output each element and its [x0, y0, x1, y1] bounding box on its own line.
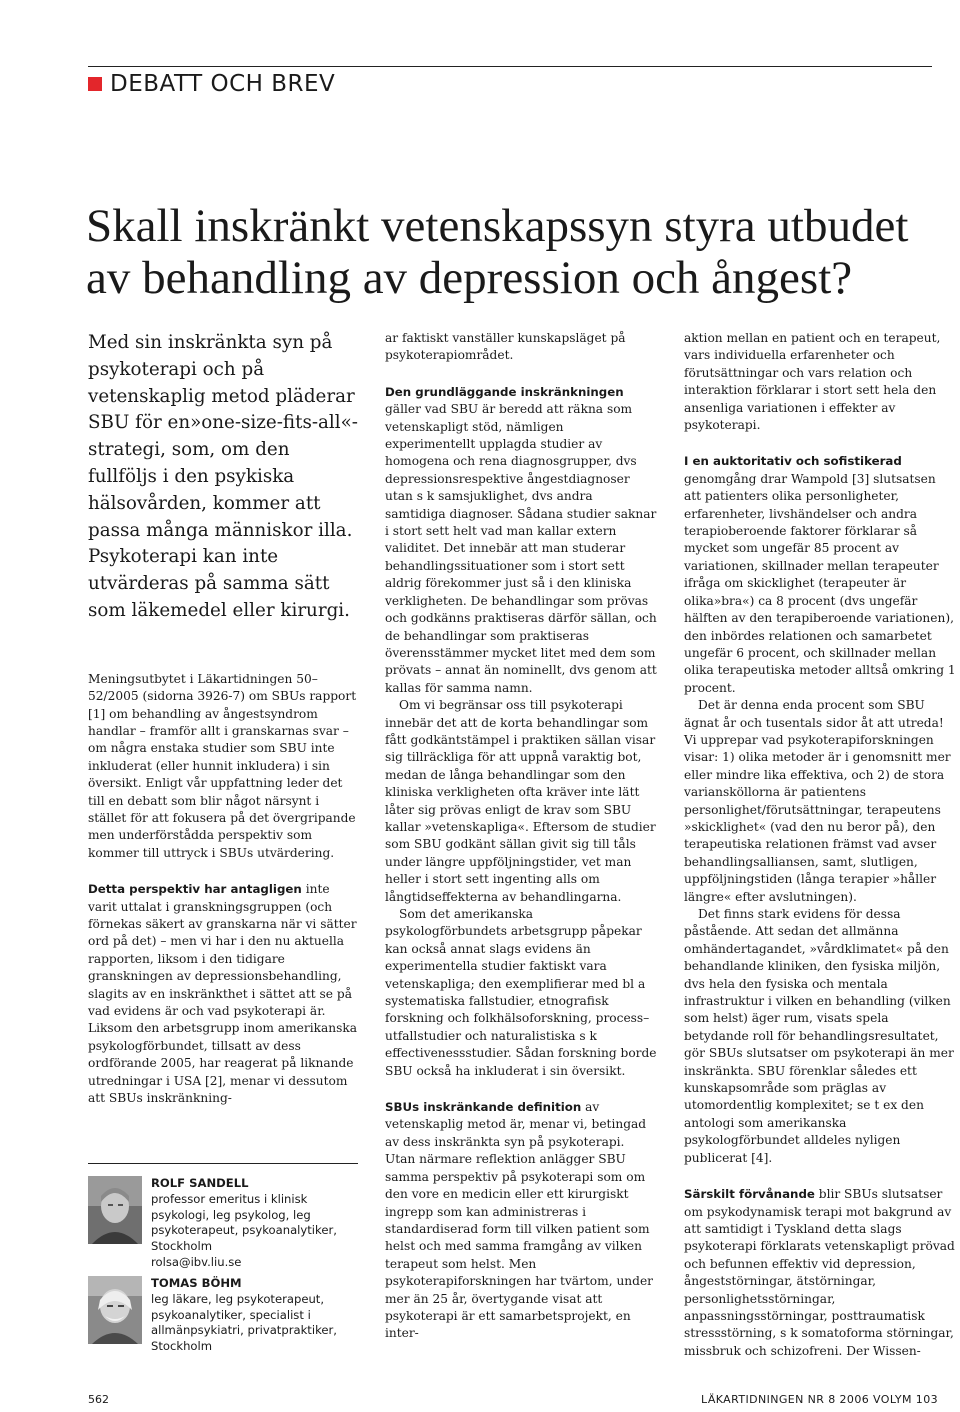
author-name: ROLF SANDELL — [151, 1176, 249, 1190]
author-photo — [88, 1276, 142, 1344]
column-3 — [684, 330, 956, 1360]
author-line: leg läkare, leg psykoterapeut, — [151, 1291, 325, 1306]
paragraph — [385, 384, 657, 697]
author-line: psykoanalytiker, specialist i — [151, 1307, 311, 1322]
author-line: allmänpsykiatri, privatpraktiker, — [151, 1323, 337, 1338]
run-in-heading: Den grundläggande inskränkningen — [385, 384, 624, 399]
paragraph-text: genomgång drar Wampold [3] slutsatsen att patienters olika personligheter, erfarenheter, livshändelser och andra terapioberoende faktorer förklarar så mycket som ungefär 85 procent av variationen, skillnader mellan terapeuter ifråga om skicklighet (terapeuter är olika»bra«) ca 8 procent (dvs ungefär hälften av den terapiberoende variationen), den inbördes relationen och samarbetet ungefär 6 procent, och skillnader mellan olika terapeutiska metoder alltså omkring 1 procent. — [684, 471, 956, 695]
article-headline: Skall inskränkt vetenskapssyn styra utbudet av behandling av depression och ångest? — [86, 200, 909, 304]
column-1 — [88, 330, 358, 1108]
paragraph: Meningsutbytet i Läkartidningen 50–52/2005 (sidorna 3926-7) om SBUs rapport [1] om behandling av ångestsyndrom handlar – framför allt i granskarnas svar – om några enstaka studier som SBU inte inkluderat (eller hunnit inkludera) i sin översikt. Enligt vår uppfattning leder det till en debatt som blir något närsynt i stället för att fokusera på det övergripande men underförstådda perspektiv som kommer till uttryck i SBUs utvärdering. — [88, 671, 357, 860]
column-2 — [385, 330, 657, 1343]
paragraph — [385, 1099, 657, 1343]
author-rule — [88, 1163, 358, 1164]
paragraph: Det är denna enda procent som SBU ägnat år och tusentals sidor åt att utreda! Vi upprepar vad psykoterapiforskningen visar: 1) olika metoder är i genomsnitt mer eller mindre lika effektiva, och 2) de stora variansköllorna är patientens personlighet/förutsättningar, terapeutens »skicklighet« (vad den nu beror på), den terapeutiska relationen främst vad avser behandlingsalliansen, samt, slutligen, uppföljningstiden (långa terapier »håller längre« efter avslutningen). — [684, 698, 951, 904]
page-number: 562 — [88, 1393, 109, 1406]
author-line: Stockholm — [151, 1339, 213, 1354]
run-in-heading: Särskilt förvånande — [684, 1187, 815, 1202]
author-block — [88, 1276, 368, 1355]
author-line: psykologi, leg psykolog, leg — [151, 1207, 311, 1222]
paragraph: Som det amerikanska psykologförbundets arbetsgrupp påpekar kan också annat slags evidens än experimentella studier faktiskt vara vetenskapliga; den exemplifierar med bl a systematiska fallstudier, etnografisk forskning och folkhälsoforskning, process–utfallstudier och naturalistiska s k effectivenessstudier. Sådan forskning borde SBU också ha inkluderat i sin översikt. — [385, 907, 657, 1078]
author-photo — [88, 1176, 142, 1244]
run-in-heading: SBUs inskränkande definition — [385, 1100, 582, 1115]
paragraph-text: blir SBUs slutsatser om psykodynamisk terapi mot bakgrund av att samtidigt i Tyskland detta slags psykoterapi förklarats vetenskapligt prövad och befunnen effektiv vid depression, ångeststörningar, ätstörningar, personlighetsstörningar, anpassningsstörningar, posttraumatisk stressstörning, s k somatoforma störningar, missbruk och schizofreni. Der Wissen- — [684, 1187, 955, 1358]
lead-paragraph: Med sin inskränkta syn på psykoterapi och på vetenskaplig metod pläderar SBU för en»one-size-fits-all«-strategi, som, om den fullföljs i den psykiska hälsovården, kommer att passa många människor illa. Psykoterapi kan inte utvärderas på samma sätt som läkemedel eller kirurgi. — [88, 332, 358, 621]
section-title: DEBATT OCH BREV — [110, 71, 336, 97]
paragraph — [88, 881, 358, 1107]
paragraph-text: inte varit uttalat i granskningsgruppen (och förnekas säkert av granskarna när vi sätter ord på det) – men vi har i den nu aktuella rapporten, liksom i den tidigare granskningen av depressionsbehandling, slagits av en inskränkthet i sättet att se på vad evidens är och vad psykoterapi är. Liksom den arbetsgrupp inom amerikanska psykologförbundet, tillsatt av dess ordförande 2005, har reagerat på liknande utredningar i USA [2], menar vi dessutom att SBUs inskränkning- — [88, 882, 358, 1106]
paragraph-text: gäller vad SBU är beredd att räkna som vetenskapligt stöd, nämligen experimentellt upplagda studier av homogena och rena diagnosgrupper, dvs depressionsrespektive ångestdiagnoser utan s k samsjuklighet, dvs andra samtidiga diagnoser. Sådana studier saknar i stort sett helt vad man kallar extern validitet. Det innebär att man studerar behandlingssituationer som i stort sett aldrig förekommer just så i den kliniska verkligheten. De behandlingar som prövas och godkänns praktiseras därför sällan, och de behandlingar som praktiseras överensstämmer mycket litet med dem som prövats – annat än nominellt, dvs genom att kallas för samma namn. — [385, 402, 657, 695]
section-marker — [88, 77, 102, 91]
paragraph-text: av vetenskaplig metod är, menar vi, betingad av dess inskränkta syn på psykoterapi. Utan närmare reflektion anlägger SBU samma perspektiv på psykoterapi som om den vore en medicin eller ett kirurgiskt ingrepp som kan administreras i standardiserad form till vilken patient som helst och med samma framgång av vilken terapeut som helst. Men psykoterapiforskningen har tvärtom, under mer än 25 år, övertygande visat att psykoterapi är ett samarbetsprojekt, en inter- — [385, 1100, 653, 1341]
author-email[interactable]: rolsa@ibv.liu.se — [151, 1254, 242, 1269]
paragraph: aktion mellan en patient och en terapeut, vars individuella erfarenheter och förutsättningar och vars relation och interaktion förklarar i stort sett hela den ansenliga variationen i effekter av psykoterapi. — [684, 331, 941, 433]
author-line: professor emeritus i klinisk — [151, 1191, 308, 1206]
paragraph: Det finns stark evidens för dessa påstående. Att sedan det allmänna omhändertagandet, »vårdklimatet« på den behandlande kliniken, den fysiska miljön, dvs hela den fysiska och mentala infrastruktur i vilken en behandling (vilken som helst) äger rum, visats spela betydande roll för behandlingsresultatet, gör SBUs slutsatser om psykoterapi än mer inskränkta. SBU förenklar således ett kunskapsområde som präglas av utomordentlig komplexitet; se t ex den antologi som amerikanska psykologförbundet alldeles nyligen publicerat [4]. — [684, 907, 954, 1165]
run-in-heading: Detta perspektiv har antagligen — [88, 882, 302, 897]
author-line: Stockholm — [151, 1239, 213, 1254]
paragraph: ar faktiskt vanställer kunskapsläget på psykoterapiområdet. — [385, 331, 626, 363]
paragraph — [684, 453, 956, 697]
author-line: psykoterapeut, psykoanalytiker, — [151, 1223, 337, 1238]
paragraph: Om vi begränsar oss till psykoterapi innebär det att de korta behandlingar som fått godkäntstämpel i praktiken sällan visar sig tillräckliga för att uppnå varaktig bot, medan de långa behandlingar som den kliniska verkligheten ofta kräver inte lätt låter sig prövas enligt de krav som SBU kallar »vetenskapliga«. Eftersom de studier som SBU godkänt sällan givit sig till tåls under längre uppföljningstider, vet man heller i stort sett ingenting alls om långtidseffekterna av behandlingarna. — [385, 698, 656, 904]
author-name: TOMAS BÖHM — [151, 1276, 242, 1290]
section-rule — [88, 66, 932, 67]
run-in-heading: I en auktoritativ och sofistikerad — [684, 454, 902, 469]
journal-footer: LÄKARTIDNINGEN NR 8 2006 VOLYM 103 — [701, 1393, 938, 1406]
section-header — [88, 71, 335, 97]
author-block — [88, 1176, 368, 1271]
paragraph — [684, 1186, 956, 1360]
